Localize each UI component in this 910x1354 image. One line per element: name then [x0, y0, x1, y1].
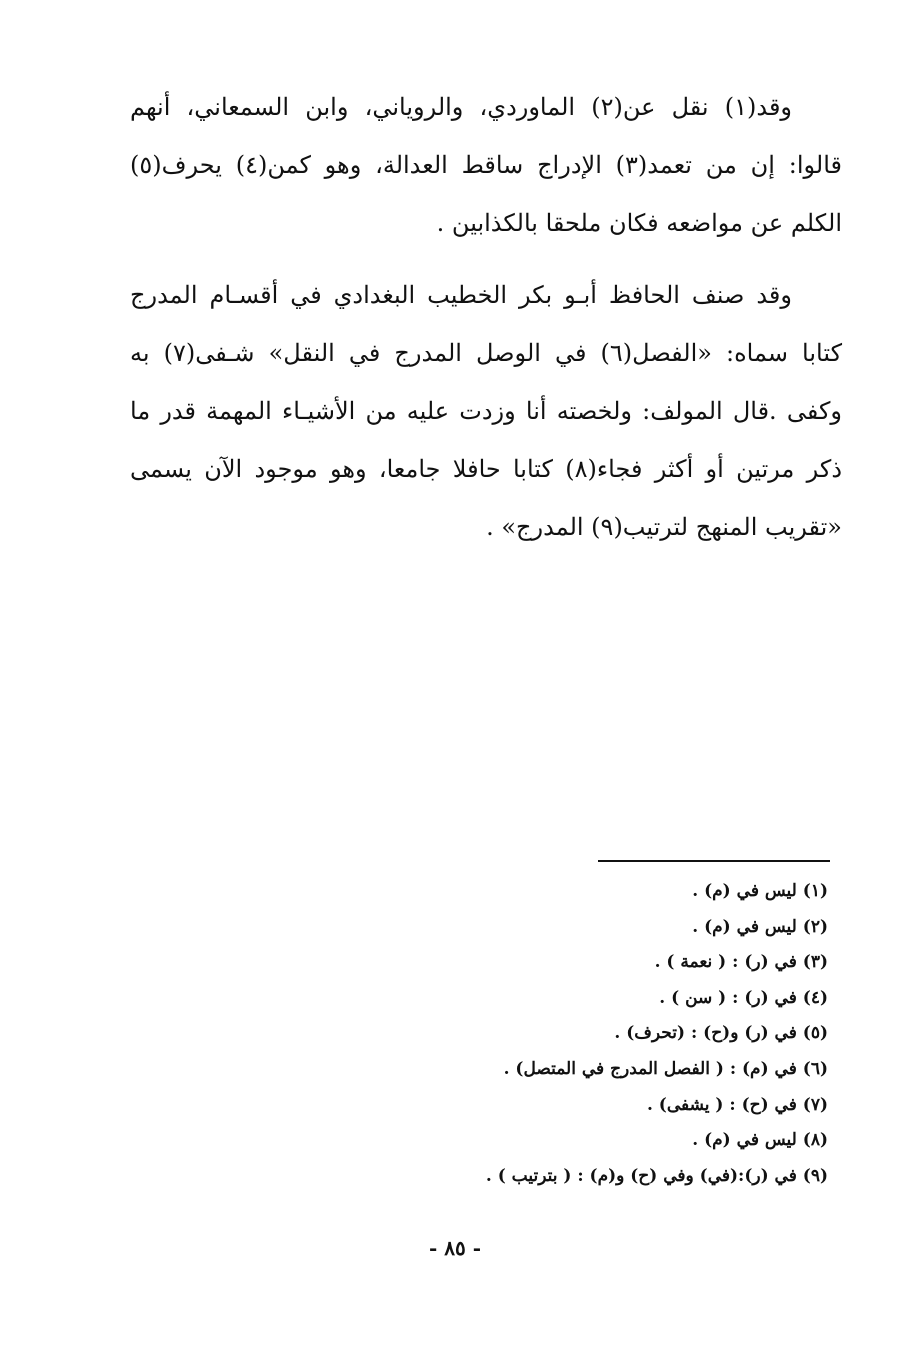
footnote-8: (٨) ليس في (م) . — [692, 1130, 828, 1151]
page-number: - ٨٥ - — [428, 1236, 481, 1260]
footnote-9: (٩) في (ر):(في) وفي (ح) و(م) : ( بترتيب ) . — [485, 1165, 828, 1186]
main-text-block — [130, 78, 842, 556]
footnote-3: (٣) في (ر) : ( نعمة ) . — [654, 952, 828, 973]
paragraph-1: وقد(١) نقل عن(٢) الماوردي، والروياني، وابن السمعاني، أنهم قالوا: إن من تعمد(٣) الإدراج ساقط العدالة، وهو كمن(٤) يحرف(٥) الكلم عن مواضعه فكان ملحقا بالكذابين . — [130, 93, 842, 237]
footnote-2: (٢) ليس في (م) . — [692, 916, 828, 937]
footnote-6: (٦) في (م) : ( الفصل المدرج في المتصل) . — [503, 1058, 828, 1079]
footnote-7: (٧) في (ح) : ( يشفى) . — [646, 1094, 828, 1115]
footnotes — [300, 874, 828, 1194]
footnote-4: (٤) في (ر) : ( سن ) . — [659, 987, 828, 1008]
paragraph-2: وقد صنف الحافظ أبـو بكر الخطيب البغدادي في أقسـام المدرج كتابا سماه: «الفصل(٦) في الوصل المدرج في النقل» شـفى(٧) به وكفى .قال المولف: ولخصته أنا وزدت عليه من الأشيـاء المهمة قدر ما ذكر مرتين أو أكثر فجاء(٨) كتابا حافلا جامعا، وهو موجود الآن يسمى «تقريب المنهج لترتيب(٩) المدرج» . — [130, 281, 843, 541]
footnote-1: (١) ليس في (م) . — [692, 881, 828, 901]
footnote-5: (٥) في (ر) و(ح) : (تحرف) . — [614, 1023, 828, 1044]
footnote-separator — [598, 860, 830, 862]
